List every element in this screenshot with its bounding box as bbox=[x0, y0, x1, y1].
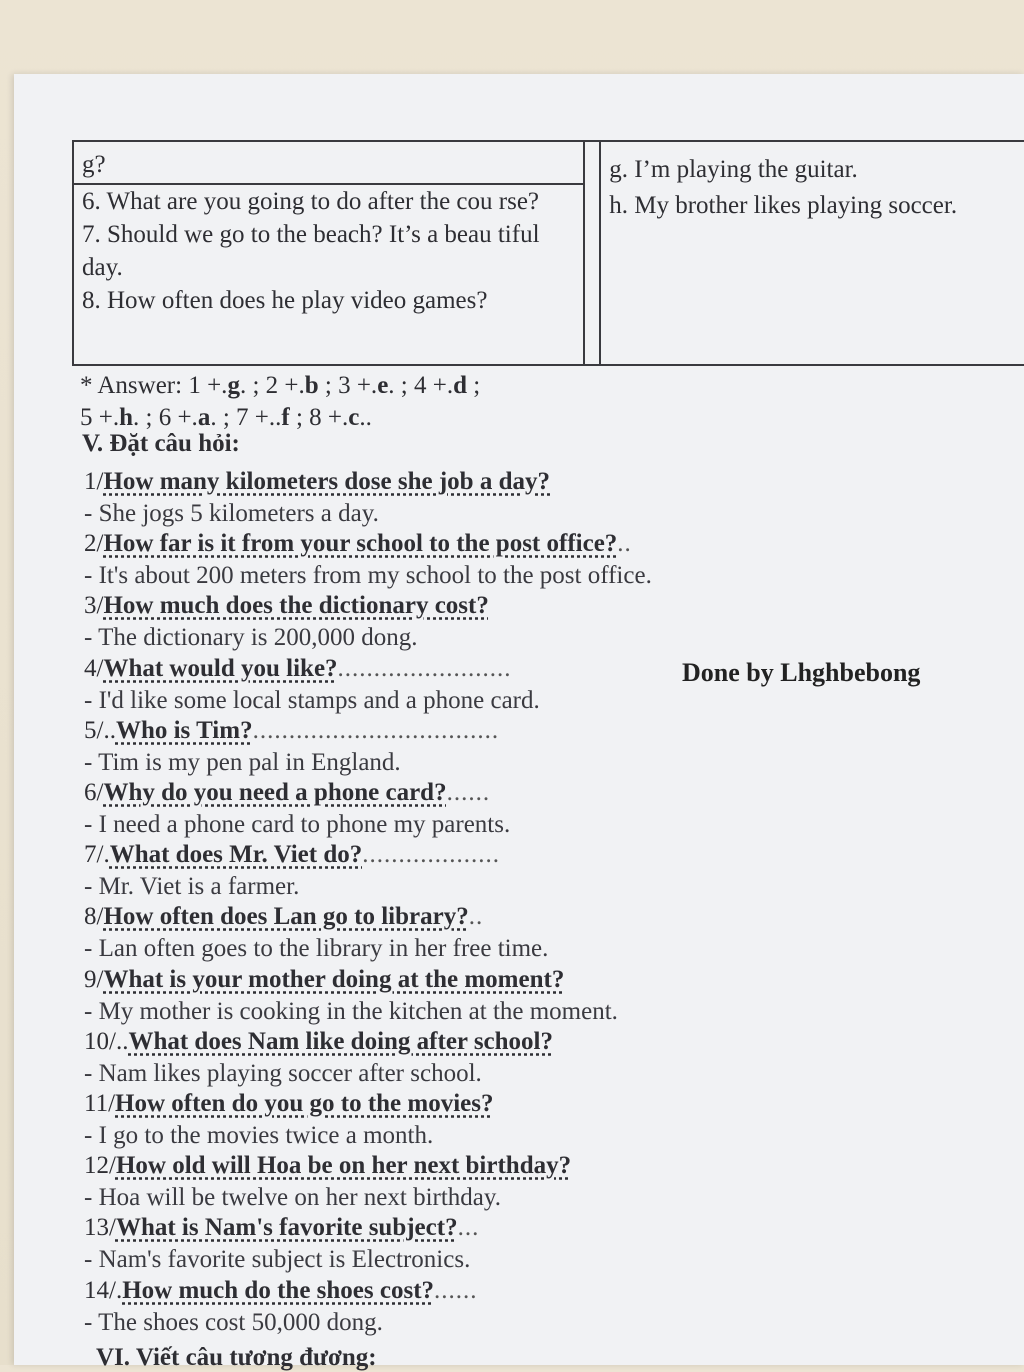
question-answer-pair bbox=[84, 653, 784, 717]
question-text: How far is it from your school to the post office? bbox=[103, 530, 618, 557]
answer-text: .. bbox=[359, 404, 372, 431]
question-answer-pair bbox=[84, 528, 784, 592]
question-number: 7/. bbox=[84, 841, 110, 868]
question-answer-pair bbox=[84, 1088, 784, 1152]
question-dots: ... bbox=[457, 1214, 480, 1241]
answer-value: e bbox=[377, 372, 389, 399]
answer-text: . ; 6 +. bbox=[133, 404, 198, 431]
question-answer-pair bbox=[84, 777, 784, 841]
matching-question-7: 7. Should we go to the beach? It’s a beau tiful day. bbox=[82, 221, 540, 281]
question-text: How much do the shoes cost? bbox=[122, 1277, 435, 1304]
worksheet-page bbox=[14, 74, 1024, 1371]
question-answer-pair bbox=[84, 1212, 784, 1276]
answer-text-line: - Lan often goes to the library in her free time. bbox=[84, 935, 549, 962]
section-v-title: V. Đặt câu hỏi: bbox=[82, 430, 240, 457]
question-number: 5/.. bbox=[84, 717, 116, 744]
question-number: 11/ bbox=[84, 1090, 116, 1117]
question-text: How much does the dictionary cost? bbox=[103, 592, 489, 619]
question-text: What is your mother doing at the moment? bbox=[103, 966, 565, 993]
answer-value: d bbox=[453, 372, 467, 399]
question-line bbox=[84, 590, 784, 622]
answer-text-line: - The shoes cost 50,000 dong. bbox=[84, 1309, 383, 1336]
question-dots: ........................ bbox=[337, 655, 512, 682]
question-text: What does Nam like doing after school? bbox=[128, 1028, 554, 1055]
question-answer-pair bbox=[84, 1026, 784, 1090]
question-answer-pair bbox=[84, 1150, 784, 1214]
section-vi-title: VI. Viết câu tương đương: bbox=[96, 1344, 377, 1371]
answer-value: c bbox=[348, 404, 360, 431]
question-text: How often do you go to the movies? bbox=[115, 1090, 494, 1117]
question-line bbox=[84, 466, 784, 498]
question-line bbox=[84, 839, 784, 871]
question-answer-pair bbox=[84, 1275, 784, 1339]
question-dots: ...... bbox=[434, 1277, 478, 1304]
question-text: What is Nam's favorite subject? bbox=[115, 1214, 458, 1241]
answer-text: . ; 7 +.. bbox=[210, 404, 282, 431]
answer-text: . ; 4 +. bbox=[388, 372, 454, 399]
answer-text-line: - It's about 200 meters from my school to the post office. bbox=[84, 562, 652, 589]
question-line bbox=[84, 528, 784, 560]
matching-question-8: 8. How often does he play video games? bbox=[82, 287, 488, 314]
question-answer-pair bbox=[84, 590, 784, 654]
matching-question-fragment: g? bbox=[82, 151, 106, 178]
answer-text-line: - I go to the movies twice a month. bbox=[84, 1122, 434, 1149]
answer-key-line-1 bbox=[80, 370, 480, 402]
question-dots: .................................. bbox=[252, 717, 500, 744]
question-number: 4/ bbox=[84, 655, 104, 682]
question-number: 10/.. bbox=[84, 1028, 129, 1055]
answer-text-line: - My mother is cooking in the kitchen at the moment. bbox=[84, 998, 618, 1025]
answer-text-line: - Nam likes playing soccer after school. bbox=[84, 1060, 482, 1087]
matching-questions-column bbox=[74, 142, 585, 364]
question-answer-pair bbox=[84, 901, 784, 965]
answer-text-line: - Nam's favorite subject is Electronics. bbox=[84, 1246, 471, 1273]
question-line bbox=[84, 1026, 784, 1058]
question-text: Why do you need a phone card? bbox=[103, 779, 447, 806]
question-line bbox=[84, 653, 784, 685]
answer-text: ; 3 +. bbox=[318, 372, 378, 399]
answer-text: ; bbox=[467, 372, 481, 399]
answer-text-line: - Hoa will be twelve on her next birthday. bbox=[84, 1184, 502, 1211]
matching-answers-column bbox=[599, 142, 1024, 364]
question-text: Who is Tim? bbox=[115, 717, 253, 744]
answer-text-line: - Tim is my pen pal in England. bbox=[84, 749, 401, 776]
matching-answer-g: g. I’m playing the guitar. bbox=[609, 156, 858, 183]
question-answer-pair bbox=[84, 839, 784, 903]
answer-text: ; 8 +. bbox=[289, 404, 349, 431]
question-number: 9/ bbox=[84, 966, 104, 993]
question-number: 12/ bbox=[84, 1152, 116, 1179]
answer-text-line: - I need a phone card to phone my parents. bbox=[84, 811, 511, 838]
answer-value: g bbox=[227, 372, 240, 399]
matching-answer-h: h. My brother likes playing soccer. bbox=[609, 192, 958, 219]
answer-text: . ; 2 +. bbox=[239, 372, 305, 399]
question-number: 1/ bbox=[84, 468, 104, 495]
answer-text-line: - I'd like some local stamps and a phone card. bbox=[84, 687, 540, 714]
matching-question-6: 6. What are you going to do after the cou rse? bbox=[82, 188, 540, 215]
question-text: How often does Lan go to library? bbox=[103, 903, 469, 930]
answer-text-line: - Mr. Viet is a farmer. bbox=[84, 873, 300, 900]
answer-value: h bbox=[119, 404, 134, 431]
question-text: What does Mr. Viet do? bbox=[109, 841, 363, 868]
question-line bbox=[84, 777, 784, 809]
question-line bbox=[84, 1275, 784, 1307]
question-number: 8/ bbox=[84, 903, 104, 930]
question-answer-pair bbox=[84, 466, 784, 530]
question-number: 2/ bbox=[84, 530, 104, 557]
question-number: 6/ bbox=[84, 779, 104, 806]
question-number: 14/. bbox=[84, 1277, 123, 1304]
question-text: How old will Hoa be on her next birthday? bbox=[115, 1152, 572, 1179]
author-signature: Done by Lhghbebong bbox=[682, 658, 921, 687]
question-line bbox=[84, 964, 784, 996]
answer-text: 5 +. bbox=[80, 404, 120, 431]
question-line bbox=[84, 901, 784, 933]
answer-value: b bbox=[304, 372, 319, 399]
question-dots: .. bbox=[468, 903, 484, 930]
question-dots: ................... bbox=[362, 841, 501, 868]
matching-table bbox=[72, 140, 1024, 366]
question-dots: ...... bbox=[446, 779, 491, 806]
answer-text-line: - The dictionary is 200,000 dong. bbox=[84, 624, 418, 651]
question-line bbox=[84, 1150, 784, 1182]
question-line bbox=[84, 1212, 784, 1244]
question-text: What would you like? bbox=[103, 655, 338, 682]
answer-value: a bbox=[197, 404, 211, 431]
question-number: 13/ bbox=[84, 1214, 116, 1241]
question-answer-pair bbox=[84, 964, 784, 1028]
question-text: How many kilometers dose she job a day? bbox=[103, 468, 550, 495]
question-line bbox=[84, 1088, 784, 1120]
answer-value: f bbox=[281, 404, 290, 431]
answer-text: * Answer: 1 +. bbox=[80, 372, 228, 399]
question-answer-pair bbox=[84, 715, 784, 779]
question-number: 3/ bbox=[84, 592, 104, 619]
question-line bbox=[84, 715, 784, 747]
question-dots: .. bbox=[617, 530, 632, 557]
answer-text-line: - She jogs 5 kilometers a day. bbox=[84, 500, 379, 527]
